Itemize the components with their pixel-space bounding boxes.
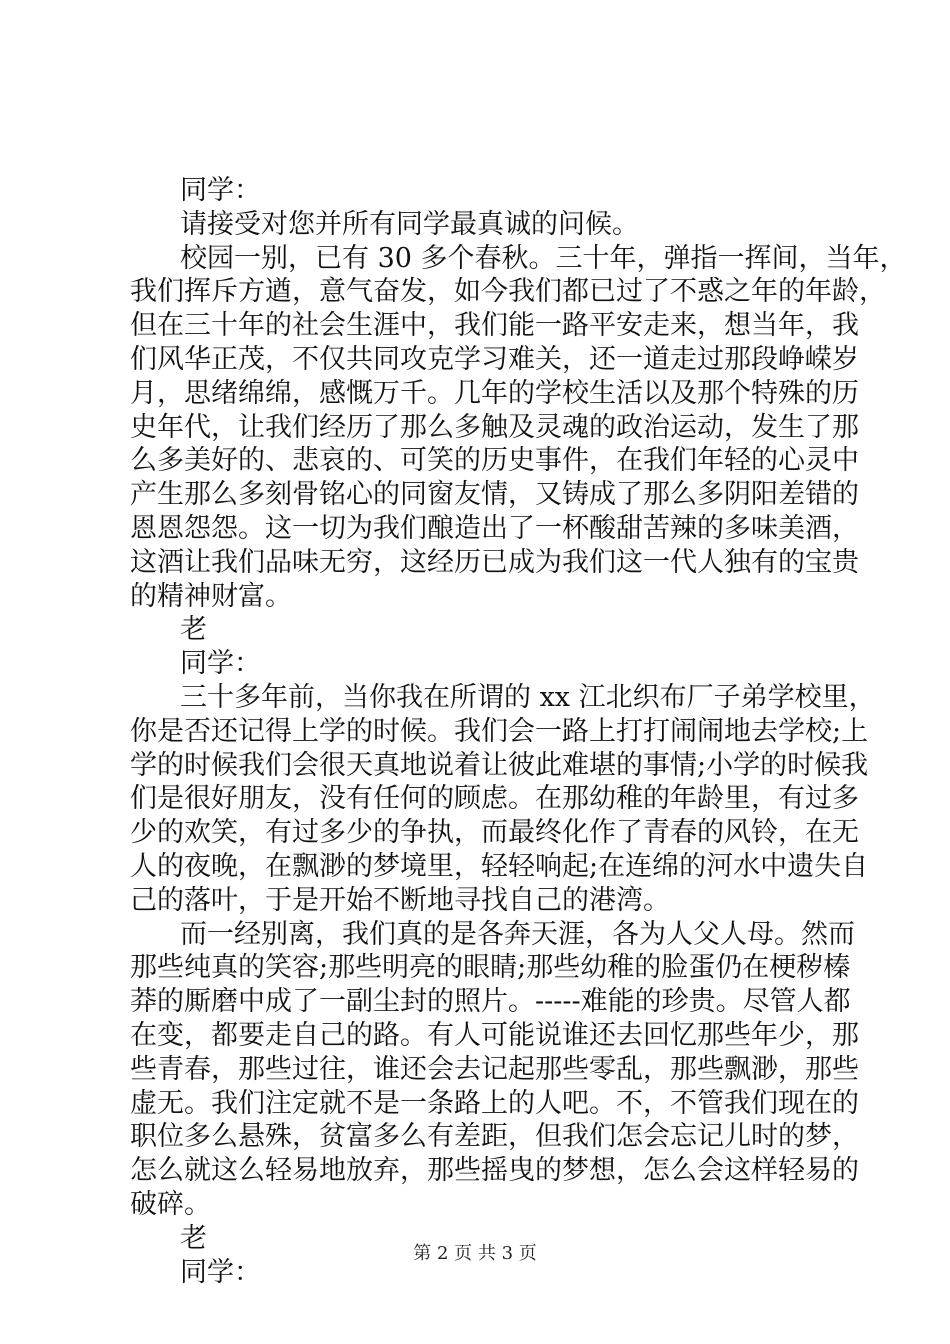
text-line: 同学：	[180, 1256, 261, 1288]
text-line: 老	[180, 614, 207, 646]
text-line: 恩恩怨怨。这一切为我们酿造出了一杯酸甜苦辣的多味美酒，	[130, 512, 859, 544]
text-line: 产生那么多刻骨铭心的同窗友情，又铸成了那么多阴阳差错的	[130, 479, 859, 511]
document-body	[130, 174, 907, 1289]
text-line: 么多美好的、悲哀的、可笑的历史事件，在我们年轻的心灵中	[130, 445, 859, 477]
text-line: 在变，都要走自己的路。有人可能说谁还去回忆那些年少，那	[130, 1019, 859, 1051]
text-line: 那些纯真的笑容;那些明亮的眼睛;那些幼稚的脸蛋仍在梗秽榛	[130, 952, 851, 984]
text-line: 请接受对您并所有同学最真诚的问候。	[180, 208, 639, 240]
text-line: 的精神财富。	[130, 580, 292, 612]
text-line: 虚无。我们注定就不是一条路上的人吧。不，不管我们现在的	[130, 1087, 859, 1119]
text-line: 这酒让我们品味无穷，这经历已成为我们这一代人独有的宝贵	[130, 546, 859, 578]
page-footer	[0, 1242, 950, 1266]
text-line: 学的时候我们会很天真地说着让彼此难堪的事情;小学的时候我	[130, 749, 869, 781]
text-line: 破碎。	[130, 1188, 211, 1220]
text-line: 三十多年前，当你我在所谓的 xx 江北织布厂子弟学校里，	[180, 681, 876, 713]
text-line: 月，思绪绵绵，感慨万千。几年的学校生活以及那个特殊的历	[130, 377, 859, 409]
text-line: 我们挥斥方遒，意气奋发，如今我们都已过了不惑之年的年龄，	[130, 276, 886, 308]
text-line: 少的欢笑，有过多少的争执，而最终化作了青春的风铃，在无	[130, 817, 859, 849]
text-line: 们风华正茂，不仅共同攻克学习难关，还一道走过那段峥嵘岁	[130, 343, 859, 375]
text-line: 人的夜晚，在飘渺的梦境里，轻轻响起;在连绵的河水中遗失自	[130, 850, 869, 882]
page-number-label: 第 2 页 共 3 页	[413, 1243, 537, 1264]
text-line: 些青春，那些过往，谁还会去记起那些零乱，那些飘渺，那些	[130, 1053, 859, 1085]
text-line: 但在三十年的社会生涯中，我们能一路平安走来，想当年，我	[130, 310, 859, 342]
text-line: 老	[180, 1222, 207, 1254]
text-line: 校园一别，已有 30 多个春秋。三十年，弹指一挥间，当年，	[180, 242, 907, 274]
text-line: 己的落叶，于是开始不断地寻找自己的港湾。	[130, 884, 670, 916]
text-line: 你是否还记得上学的时候。我们会一路上打打闹闹地去学校;上	[130, 715, 869, 747]
text-line: 同学：	[180, 175, 261, 206]
text-line: 职位多么悬殊，贫富多么有差距，但我们怎会忘记儿时的梦，	[130, 1121, 859, 1153]
text-line: 们是很好朋友，没有任何的顾虑。在那幼稚的年龄里，有过多	[130, 783, 859, 815]
text-line: 莽的厮磨中成了一副尘封的照片。-----难能的珍贵。尽管人都	[130, 986, 851, 1018]
text-line: 同学：	[180, 648, 261, 680]
text-line: 史年代，让我们经历了那么多触及灵魂的政治运动，发生了那	[130, 411, 859, 443]
text-line: 而一经别离，我们真的是各奔天涯，各为人父人母。然而	[180, 918, 855, 950]
text-line: 怎么就这么轻易地放弃，那些摇曳的梦想，怎么会这样轻易的	[130, 1155, 859, 1187]
